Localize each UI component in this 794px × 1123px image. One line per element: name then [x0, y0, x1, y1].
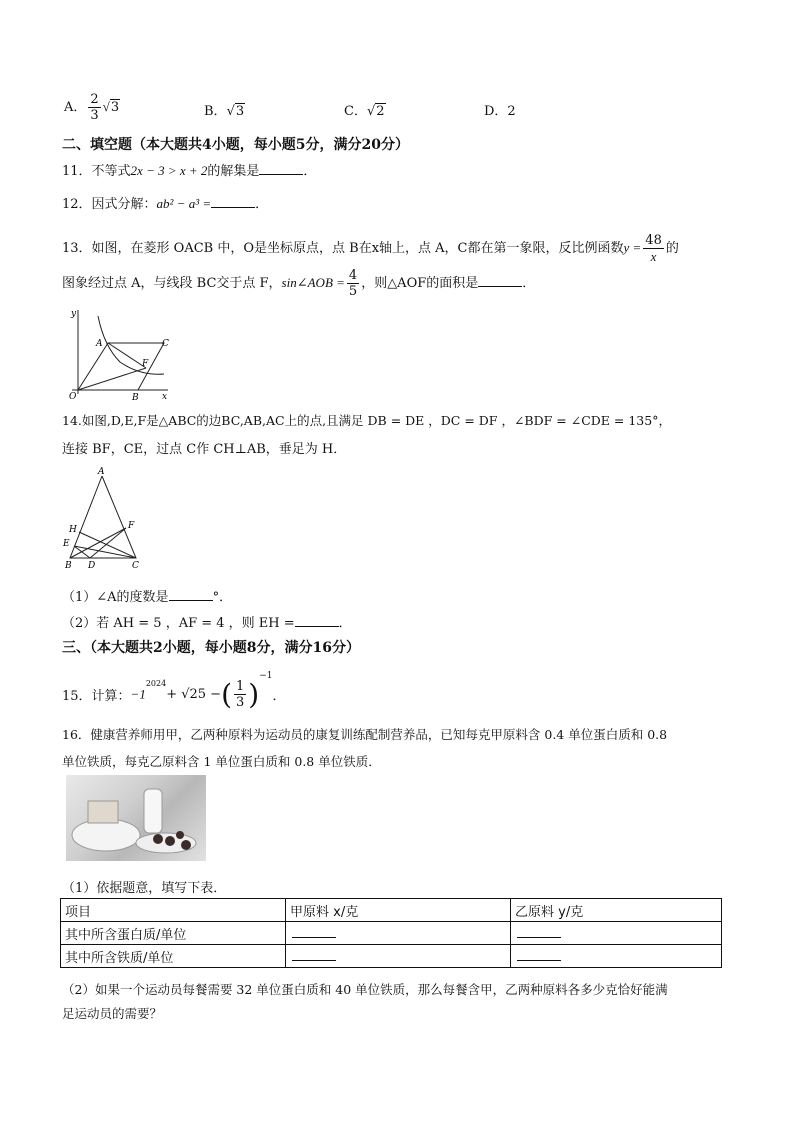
q15-fraction [234, 679, 246, 710]
table-cell-iron-yi[interactable] [511, 945, 722, 968]
question-16-part1: （1）依据题意，填写下表． [62, 881, 227, 896]
q14-p2-end: ． [338, 616, 352, 631]
figure-14 [60, 464, 150, 570]
question-14-part2 [62, 612, 352, 631]
option-b-label: B． [204, 104, 227, 119]
fig14-label-e: E [63, 539, 70, 549]
table-row-iron-label: 其中所含铁质/单位 [61, 945, 286, 968]
q14-p2-blank[interactable] [295, 614, 339, 627]
fig13-label-x: x [162, 392, 168, 402]
q11-expression: 2x − 3 > x + 2 [130, 163, 208, 178]
q14-p1-text: （1）∠A的度数是 [62, 590, 169, 605]
q13-line1-text: 13．如图，在菱形 OACB 中，O是坐标原点，点 B在x轴上，点 A，C都在第一象限，反比例函数 [62, 241, 624, 256]
question-11 [62, 160, 316, 179]
q13-sin-denominator: 5 [348, 284, 358, 299]
option-c-radicand: 2 [376, 104, 385, 119]
fig13-label-b: B [132, 393, 139, 402]
option-d: D．2 [484, 104, 516, 119]
table-blank[interactable] [292, 948, 336, 961]
option-a-numerator: 2 [90, 92, 99, 107]
question-16-line2: 单位铁质，每克乙原料含 1 单位蛋白质和 0.8 单位铁质． [62, 754, 381, 769]
table-blank[interactable] [517, 925, 561, 938]
option-a: A． $\frac{2}{3}$ √3 [64, 92, 120, 123]
option-a-denominator: 3 [90, 108, 99, 123]
table-cell-protein-jia[interactable] [286, 922, 511, 945]
q14-p1-end: °． [212, 590, 233, 605]
q15-part1: −1 [130, 686, 146, 702]
option-c: C．√2 [344, 104, 385, 119]
figure-13 [60, 306, 172, 402]
q13-sin-expression: sin∠AOB = [281, 275, 345, 290]
option-b: B．√3 [204, 104, 245, 119]
table-header-row [61, 899, 722, 922]
table-cell-iron-jia[interactable] [286, 945, 511, 968]
table-row-protein-label: 其中所含蛋白质/单位 [61, 922, 286, 945]
q12-prefix: 12．因式分解： [62, 197, 157, 212]
q13-line1-end: 的 [665, 241, 679, 256]
table-header-item: 项目 [61, 899, 286, 922]
question-13-line2 [62, 268, 535, 299]
q15-denominator: 3 [236, 695, 245, 710]
q15-part2: + √25 − [166, 687, 222, 702]
q13-function-numerator: 48 [645, 233, 662, 248]
q13-function-y: y = [623, 240, 642, 255]
q15-exponent1: 2024 [145, 679, 167, 688]
section3-heading: 三、（本大题共2小题，每小题8分，满分16分） [62, 640, 360, 656]
section2-heading: 二、填空题（本大题共4小题，每小题5分，满分20分） [62, 137, 409, 153]
q13-end: ． [522, 276, 536, 291]
table-row [61, 945, 722, 968]
q13-line2-text: 图象经过点 A，与线段 BC交于点 F， [62, 276, 282, 291]
question-14-line1: 14.如图,D,E,F是△ABC的边BC,AB,AC上的点,且满足 DB = DE ，DC = DF ，∠BDF = ∠CDE = 135°， [62, 413, 671, 428]
option-a-fraction [88, 92, 100, 123]
q13-blank[interactable] [478, 274, 522, 287]
table-blank[interactable] [292, 925, 336, 938]
q12-expression: ab² − a³ = [156, 196, 212, 211]
q11-suffix: 的解集是 [207, 164, 260, 179]
question-13-line1 [62, 233, 679, 264]
option-a-label: A． [64, 100, 87, 115]
fig14-label-a: A [98, 467, 105, 477]
q12-blank[interactable] [211, 195, 255, 208]
fig13-label-c: C [162, 339, 169, 349]
fig13-label-o: O [69, 392, 77, 402]
fig13-label-f: F [142, 359, 149, 369]
q13-function-denominator: x [650, 249, 657, 264]
q13-sin-fraction [347, 268, 359, 299]
fig14-label-h: H [69, 525, 77, 535]
q15-exponent2: −1 [259, 671, 273, 681]
fig14-label-c: C [132, 561, 139, 570]
nutrition-photo-drawing [66, 775, 206, 861]
q15-end: ． [272, 689, 286, 704]
question-12 [62, 193, 268, 212]
nutrition-table [60, 898, 722, 968]
q13-sin-numerator: 4 [348, 268, 358, 283]
table-header-yi: 乙原料 y/克 [511, 899, 722, 922]
nutrition-photo [66, 775, 206, 861]
question-16-part2-line2: 足运动员的需要？ [62, 1006, 163, 1021]
fig14-label-f: F [128, 521, 135, 531]
q11-prefix: 11．不等式 [62, 164, 131, 179]
option-b-radicand: 3 [235, 104, 245, 119]
question-15: 15．计算：$-1^{2024}+ √25$ −( $\frac{1}{3}$ )$^{-1}$． [62, 671, 286, 711]
table-blank[interactable] [517, 948, 561, 961]
q14-p2-text: （2）若 AH = 5 ，AF = 4 ，则 EH = [62, 616, 295, 631]
fig13-label-y: y [71, 309, 77, 319]
question-16-part2-line1: （2）如果一个运动员每餐需要 32 单位蛋白质和 40 单位铁质，那么每餐含甲，乙两种原料各多少克恰好能满 [62, 982, 668, 997]
fig14-label-d: D [88, 561, 96, 570]
option-a-radicand: 3 [110, 100, 120, 115]
table-cell-protein-yi[interactable] [511, 922, 722, 945]
fig14-label-b: B [65, 561, 72, 570]
q13-function-fraction [643, 233, 664, 264]
q13-line2-suffix: ，则△AOF的面积是 [361, 276, 479, 291]
table-header-jia: 甲原料 x/克 [286, 899, 511, 922]
q15-prefix: 15．计算： [62, 689, 131, 704]
q11-blank[interactable] [259, 162, 303, 175]
question-14-part1 [62, 586, 232, 605]
question-16-line1: 16．健康营养师用甲，乙两种原料为运动员的康复训练配制营养品，已知每克甲原料含 0.4 单位蛋白质和 0.8 [62, 727, 668, 742]
q14-p1-blank[interactable] [169, 588, 213, 601]
question-14-line2: 连接 BF，CE，过点 C作 CH⊥AB，垂足为 H． [62, 442, 347, 457]
q11-end: ． [303, 164, 317, 179]
option-c-label: C． [344, 104, 367, 119]
fig13-label-a: A [96, 339, 103, 349]
q15-numerator: 1 [236, 679, 245, 694]
q12-end: ． [255, 197, 269, 212]
table-row [61, 922, 722, 945]
